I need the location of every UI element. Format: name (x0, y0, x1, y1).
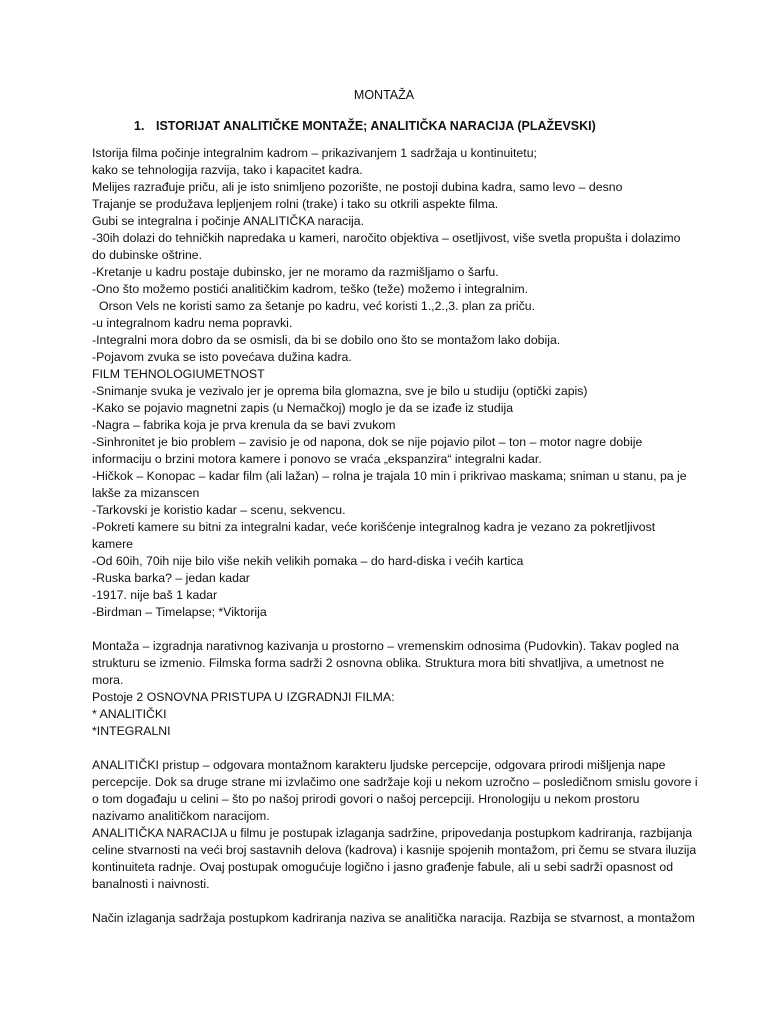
text-line: -Kako se pojavio magnetni zapis (u Nemačkoj) moglo je da se izađe iz studija (92, 401, 514, 415)
blank-line (92, 740, 682, 757)
text-line: -Birdman – Timelapse; *Viktorija (92, 605, 267, 619)
text-line: Postoje 2 OSNOVNA PRISTUPA U IZGRADNJI FILMA: (92, 690, 395, 704)
text-line: banalnosti i naivnosti. (92, 877, 210, 891)
text-line: -30ih dolazi do tehničkih napredaka u kameri, naročito objektiva – osetljivost, više svetla propušta i dolazimo (92, 231, 681, 245)
section-heading-text: ISTORIJAT ANALITIČKE MONTAŽE; ANALITIČKA NARACIJA (PLAŽEVSKI) (156, 119, 596, 133)
text-line: Melijes razrađuje priču, ali je isto snimljeno pozorište, ne postoji dubina kadra, samo levo – desno (92, 180, 623, 194)
document-body (92, 145, 698, 927)
blank-line (92, 621, 682, 638)
text-line: -Ono što možemo postići analitičkim kadrom, teško (teže) možemo i integralnim. (92, 282, 529, 296)
text-line: lakše za mizanscen (92, 486, 200, 500)
document-title: MONTAŽA (353, 88, 415, 102)
text-line: ANALITIČKI pristup – odgovara montažnom karakteru ljudske percepcije, odgovara prirodi mišljenja nape (92, 758, 666, 772)
text-line: -Sinhronitet je bio problem – zavisio je od napona, dok se nije pojavio pilot – ton – motor nagre dobije (92, 435, 643, 449)
text-line: ANALITIČKA NARACIJA u filmu je postupak izlaganja sadržine, pripovedanja postupkom kadriranja, razbijanja (92, 826, 693, 840)
text-line: -Hičkok – Konopac – kadar film (ali lažan) – rolna je trajala 10 min i prikrivao maskama; sniman u stanu, pa je (92, 469, 687, 483)
blank-line (92, 893, 682, 910)
text-line: Trajanje se produžava lepljenjem rolni (trake) i tako su otkrili aspekte filma. (92, 197, 499, 211)
text-line: mora. (92, 673, 124, 687)
text-line: Gubi se integralna i počinje ANALITIČKA naracija. (92, 214, 365, 228)
text-line: -Snimanje svuka je vezivalo jer je oprema bila glomazna, sve je bilo u studiju (optički zapis) (92, 384, 588, 398)
text-line: * ANALITIČKI (92, 707, 167, 721)
text-line: -Ruska barka? – jedan kadar (92, 571, 250, 585)
text-line: kako se tehnologija razvija, tako i kapacitet kadra. (92, 163, 363, 177)
text-line: Način izlaganja sadržaja postupkom kadriranja naziva se analitička naracija. Razbija se stvarnost, a montažom (92, 911, 695, 925)
text-line: -u integralnom kadru nema popravki. (92, 316, 293, 330)
text-line: FILM TEHNOLOGIUMETNOST (92, 367, 265, 381)
text-line: -Nagra – fabrika koja je prva krenula da se bavi zvukom (92, 418, 396, 432)
section-heading (134, 118, 596, 135)
text-line: -Od 60ih, 70ih nije bilo više nekih velikih pomaka – do hard-diska i većih kartica (92, 554, 524, 568)
text-line: celine stvarnosti na veći broj sastavnih delova (kadrova) i kasnije spojenih montažom, pri čemu se stvara iluzija (92, 843, 697, 857)
text-line: -Integralni mora dobro da se osmisli, da bi se dobilo ono što se montažom lako dobija. (92, 333, 561, 347)
text-line: kamere (92, 537, 134, 551)
text-line: -Pojavom zvuka se isto povećava dužina kadra. (92, 350, 352, 364)
text-line: informaciju o brzini motora kamere i ponovo se vraća „ekspanzira“ integralni kadar. (92, 452, 542, 466)
text-line: kontinuiteta radnje. Ovaj postupak omogućuje logično i jasno građenje fabule, ali u sebi sadrži opasnost od (92, 860, 674, 874)
text-line: Istorija filma počinje integralnim kadrom – prikazivanjem 1 sadržaja u kontinuitetu; (92, 146, 537, 160)
text-line: Montaža – izgradnja narativnog kazivanja u prostorno – vremenskim odnosima (Pudovkin). Takav pogled na (92, 639, 679, 653)
text-line: -Pokreti kamere su bitni za integralni kadar, veće korišćenje integralnog kadra je vezano za pokretljivost (92, 520, 656, 534)
text-line: do dubinske oštrine. (92, 248, 203, 262)
section-number: 1. (134, 119, 145, 133)
text-line: *INTEGRALNI (92, 724, 171, 738)
text-line: -Tarkovski je koristio kadar – scenu, sekvencu. (92, 503, 346, 517)
text-line: o tom događaju u celini – što po našoj prirodi govori o našoj percepciji. Hronologiju u nekom prostoru (92, 792, 640, 806)
text-line: percepcije. Dok sa druge strane mi izvlačimo one sadržaje koji u nekom uzročno – posledičnom smislu govore i (92, 775, 698, 789)
text-line: -Kretanje u kadru postaje dubinsko, jer ne moramo da razmišljamo o šarfu. (92, 265, 499, 279)
text-line: nazivamo analitičkom naracijom. (92, 809, 270, 823)
text-line: Orson Vels ne koristi samo za šetanje po kadru, već koristi 1.,2.,3. plan za priču. (99, 299, 536, 313)
text-line: strukturu se izmenio. Filmska forma sadrži 2 osnovna oblika. Struktura mora biti shvatljiva, a umetnost ne (92, 656, 665, 670)
text-line: -1917. nije baš 1 kadar (92, 588, 218, 602)
